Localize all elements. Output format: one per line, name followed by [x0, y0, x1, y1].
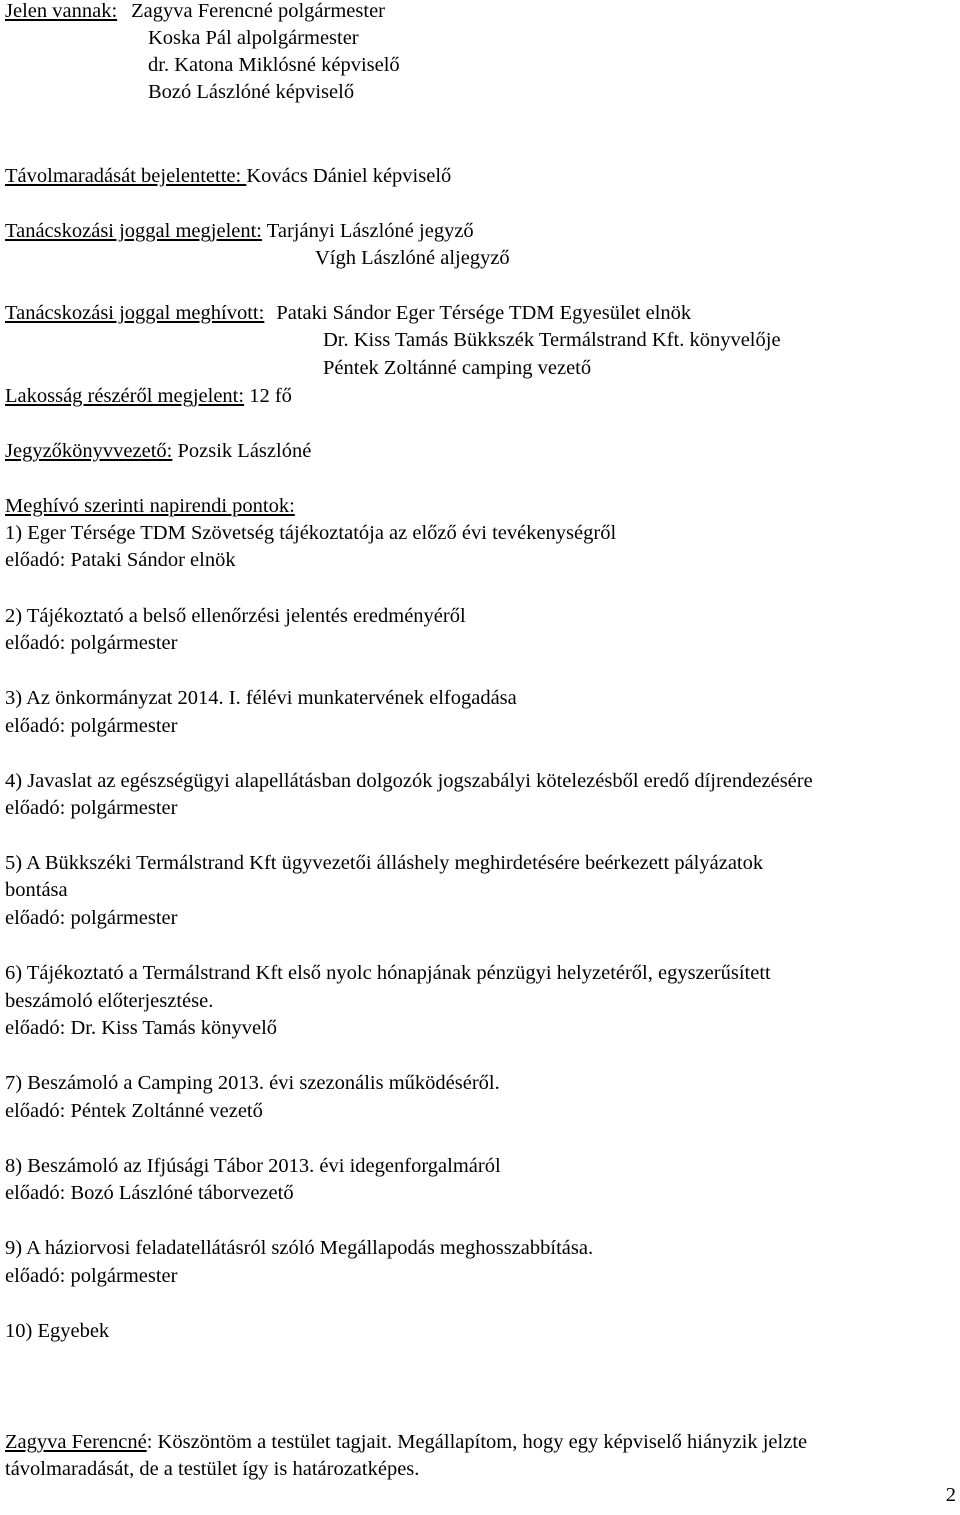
speech-line-1 — [5, 1429, 807, 1455]
agenda-item-5-cont: bontása — [5, 879, 68, 901]
advisory-present-name: Tarjányi Lászlóné jegyző — [266, 220, 474, 242]
present-name: Zagyva Ferencné polgármester — [131, 0, 385, 22]
absent-name: Kovács Dániel képviselő — [246, 165, 452, 187]
agenda-item-10: 10) Egyebek — [5, 1320, 110, 1342]
recorder-name: Pozsik Lászlóné — [177, 440, 312, 462]
agenda-presenter-7: előadó: Péntek Zoltánné vezető — [5, 1100, 263, 1122]
page-number: 2 — [945, 1484, 956, 1506]
advisory-present-label: Tanácskozási joggal megjelent: — [5, 220, 263, 242]
public-count: 12 fő — [249, 385, 292, 407]
advisory-invited-name: Pataki Sándor Eger Térsége TDM Egyesület elnök — [276, 302, 692, 324]
agenda-item-3: 3) Az önkormányzat 2014. I. félévi munkatervének elfogadása — [5, 687, 517, 709]
present-line — [5, 0, 385, 24]
agenda-heading: Meghívó szerinti napirendi pontok: — [5, 495, 295, 517]
agenda-item-6: 6) Tájékoztató a Termálstrand Kft első nyolc hónapjának pénzügyi helyzetéről, egyszerűsített — [5, 962, 771, 984]
public-label: Lakosság részéről megjelent: — [5, 385, 245, 407]
agenda-presenter-2: előadó: polgármester — [5, 632, 178, 654]
agenda-presenter-1: előadó: Pataki Sándor elnök — [5, 549, 236, 571]
advisory-invited-name: Péntek Zoltánné camping vezető — [323, 357, 592, 379]
advisory-present-line — [5, 218, 474, 244]
present-name: Koska Pál alpolgármester — [148, 27, 359, 49]
agenda-presenter-3: előadó: polgármester — [5, 715, 178, 737]
speaker-name: Zagyva Ferencné — [5, 1431, 147, 1453]
agenda-item-7: 7) Beszámoló a Camping 2013. évi szezonális működéséről. — [5, 1072, 500, 1094]
agenda-item-2: 2) Tájékoztató a belső ellenőrzési jelentés eredményéről — [5, 605, 466, 627]
advisory-present-name: Vígh Lászlóné aljegyző — [315, 247, 510, 269]
agenda-item-8: 8) Beszámoló az Ifjúsági Tábor 2013. évi idegenforgalmáról — [5, 1155, 501, 1177]
agenda-presenter-4: előadó: polgármester — [5, 797, 178, 819]
speech-text-2: távolmaradását, de a testület így is határozatképes. — [5, 1458, 420, 1480]
recorder-line — [5, 438, 311, 464]
absent-label: Távolmaradását bejelentette: — [5, 165, 247, 187]
agenda-item-9: 9) A háziorvosi feladatellátásról szóló Megállapodás meghosszabbítása. — [5, 1237, 594, 1259]
speech-text-1: : Köszöntöm a testület tagjait. Megállapítom, hogy egy képviselő hiányzik jelzte — [146, 1431, 808, 1453]
recorder-label: Jegyzőkönyvvezető: — [5, 440, 173, 462]
agenda-item-1: 1) Eger Térsége TDM Szövetség tájékoztatója az előző évi tevékenységről — [5, 522, 617, 544]
agenda-item-6-cont: beszámoló előterjesztése. — [5, 990, 214, 1012]
agenda-item-4: 4) Javaslat az egészségügyi alapellátásban dolgozók jogszabályi kötelezésből eredő díjrendezésére — [5, 770, 813, 792]
advisory-invited-name: Dr. Kiss Tamás Bükkszék Termálstrand Kft. könyvelője — [323, 329, 781, 351]
public-line — [5, 383, 292, 409]
present-name: dr. Katona Miklósné képviselő — [148, 54, 400, 76]
agenda-presenter-6: előadó: Dr. Kiss Tamás könyvelő — [5, 1017, 278, 1039]
advisory-invited-line — [5, 300, 691, 326]
agenda-presenter-9: előadó: polgármester — [5, 1265, 178, 1287]
agenda-presenter-5: előadó: polgármester — [5, 907, 178, 929]
agenda-presenter-8: előadó: Bozó Lászlóné táborvezető — [5, 1182, 294, 1204]
agenda-item-5: 5) A Bükkszéki Termálstrand Kft ügyvezetői álláshely meghirdetésére beérkezett pályázatok — [5, 852, 764, 874]
present-label: Jelen vannak: — [5, 0, 118, 22]
present-name: Bozó Lászlóné képviselő — [148, 81, 355, 103]
absent-line — [5, 163, 451, 189]
advisory-invited-label: Tanácskozási joggal meghívott: — [5, 302, 265, 324]
